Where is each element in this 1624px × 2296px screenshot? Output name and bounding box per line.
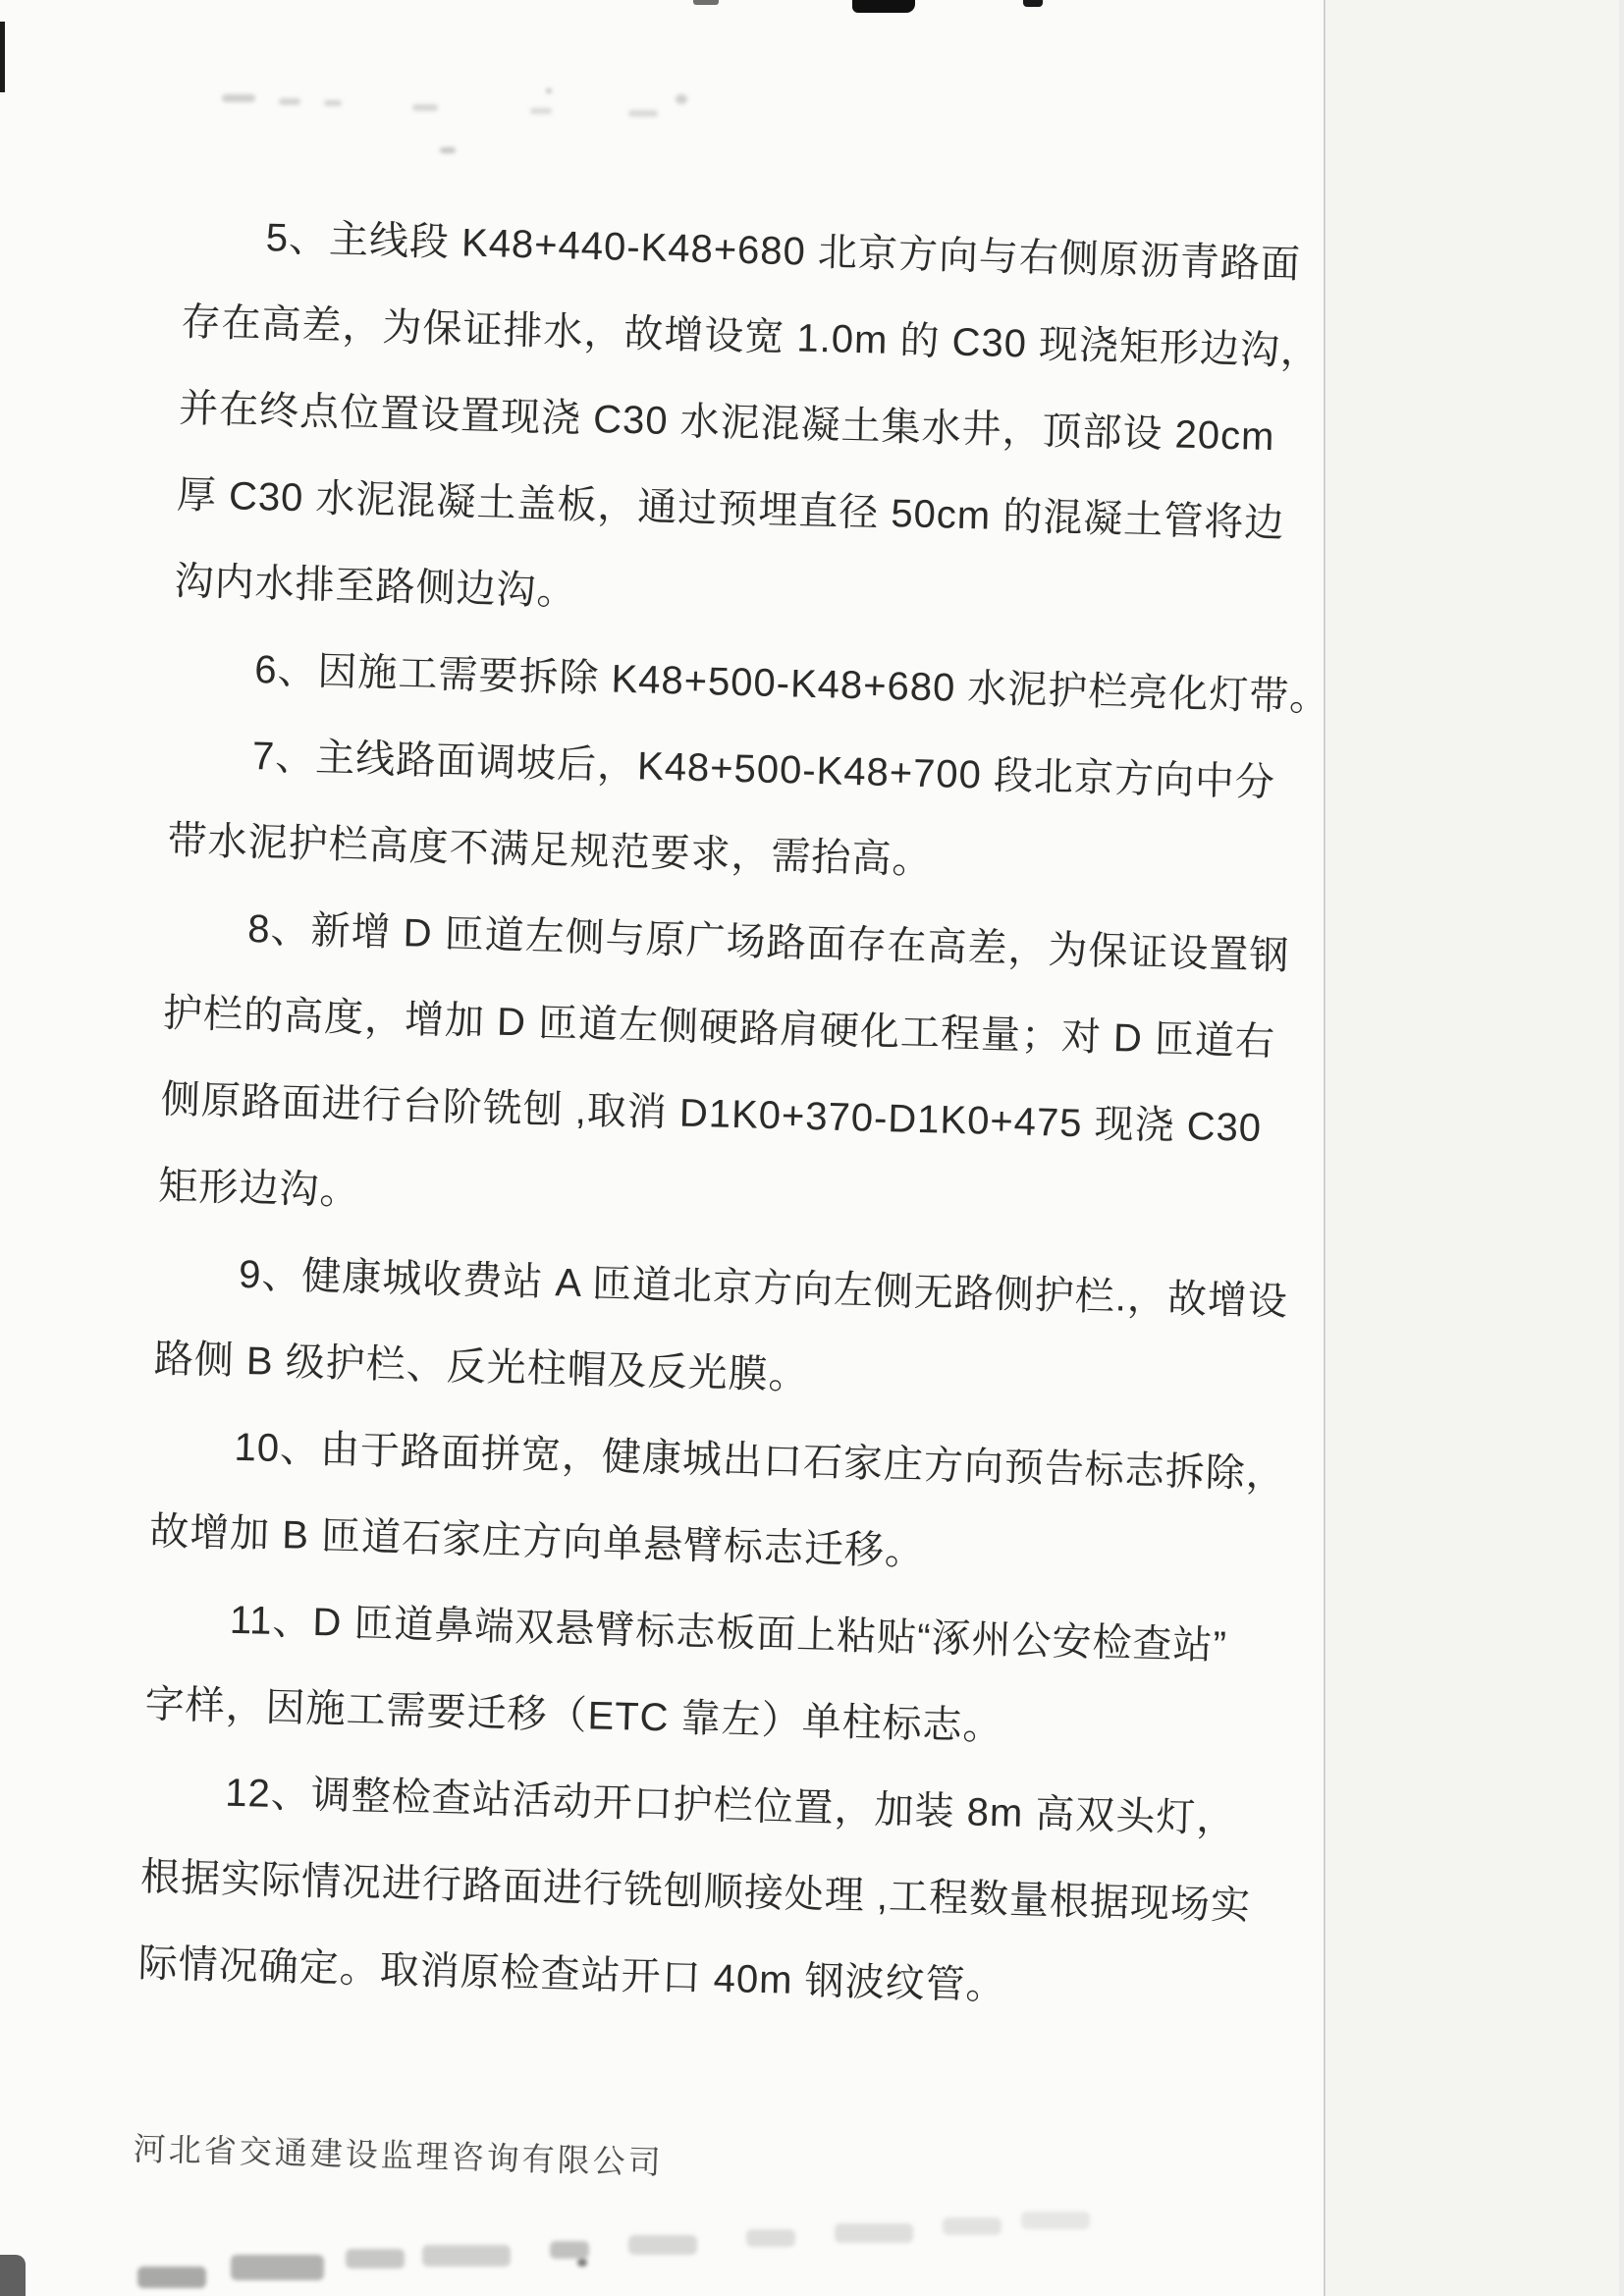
bleed-mark: [943, 2217, 1001, 2235]
scan-right-shade: [1326, 0, 1624, 2296]
scan-edge-mark: [852, 0, 915, 13]
bleed-mark: [577, 2259, 587, 2267]
document-line: 带水泥护栏高度不满足规范要求，需抬高。: [167, 818, 934, 883]
document-line: 存在高差，为保证排水，故增设宽 1.0m 的 C30 现浇矩形边沟，: [180, 300, 1322, 374]
scan-edge-mark: [1023, 0, 1043, 7]
bleed-mark: [835, 2223, 913, 2243]
scan-right-edge: [1619, 0, 1624, 2296]
document-line: 矩形边沟。: [157, 1164, 361, 1214]
document-line: 沟内水排至路侧边沟。: [174, 559, 578, 614]
document-line: 并在终点位置设置现浇 C30 水泥混凝土集水井，顶部设 20cm: [178, 386, 1275, 460]
scan-edge-mark: [0, 22, 5, 92]
bleed-mark: [231, 2255, 324, 2280]
bleed-mark: [412, 104, 438, 111]
document-line: 字样，因施工需要迁移（ETC 靠左）单柱标志。: [144, 1682, 1004, 1749]
scan-edge-mark: [693, 0, 719, 5]
bleed-mark: [746, 2229, 795, 2247]
document-line: 8、新增 D 匝道左侧与原广场路面存在高差，为保证设置钢: [246, 906, 1290, 978]
bleed-mark: [1021, 2212, 1090, 2229]
document-line: 护栏的高度，增加 D 匝道左侧硬路肩硬化工程量；对 D 匝道右: [162, 991, 1276, 1065]
bleed-mark: [676, 94, 687, 104]
document-line: 根据实际情况进行路面进行铣刨顺接处理 ,工程数量根据现场实: [139, 1855, 1252, 1929]
document-line: 11、D 匝道鼻端双悬臂标志板面上粘贴“涿州公安检查站”: [229, 1598, 1228, 1668]
document-line: 9、健康城收费站 A 匝道北京方向左侧无路侧护栏.，故增设: [238, 1252, 1289, 1324]
bleed-mark: [628, 2235, 697, 2255]
bleed-mark: [137, 2267, 206, 2288]
bleed-mark: [222, 94, 255, 102]
document-line: 侧原路面进行台阶铣刨 ,取消 D1K0+370-D1K0+475 现浇 C30: [160, 1077, 1263, 1151]
document-line: 7、主线路面调坡后，K48+500-K48+700 段北京方向中分: [251, 735, 1276, 805]
bleed-mark: [550, 2241, 589, 2259]
bleed-mark: [346, 2249, 405, 2269]
bleed-mark: [279, 98, 300, 105]
scan-edge-mark: [0, 2255, 26, 2296]
bleed-mark: [546, 88, 552, 93]
bleed-mark: [324, 100, 342, 106]
bleed-mark: [440, 147, 456, 153]
bleed-mark: [422, 2245, 511, 2267]
document-line: 厚 C30 水泥混凝土盖板，通过预埋直径 50cm 的混凝土管将边: [176, 472, 1285, 546]
document-line: 际情况确定。取消原检查站开口 40m 钢波纹管。: [137, 1941, 1007, 2008]
document-line: 故增加 B 匝道石家庄方向单悬臂标志迁移。: [148, 1509, 926, 1574]
document-body: [133, 192, 1342, 2223]
company-footer: 河北省交通建设监理咨询有限公司: [133, 2132, 665, 2182]
bleed-mark: [628, 110, 658, 117]
bleed-mark: [530, 108, 552, 114]
document-line: 12、调整检查站活动开口护栏位置，加装 8m 高双头灯，: [224, 1771, 1237, 1841]
document-line: 5、主线段 K48+440-K48+680 北京方向与右侧原沥青路面: [265, 216, 1302, 287]
document-line: 6、因施工需要拆除 K48+500-K48+680 水泥护栏亮化灯带。: [253, 648, 1330, 720]
document-line: 10、由于路面拼宽，健康城出口石家庄方向预告标志拆除，: [233, 1425, 1287, 1497]
document-line: 路侧 B 级护栏、反光柱帽及反光膜。: [153, 1337, 810, 1398]
